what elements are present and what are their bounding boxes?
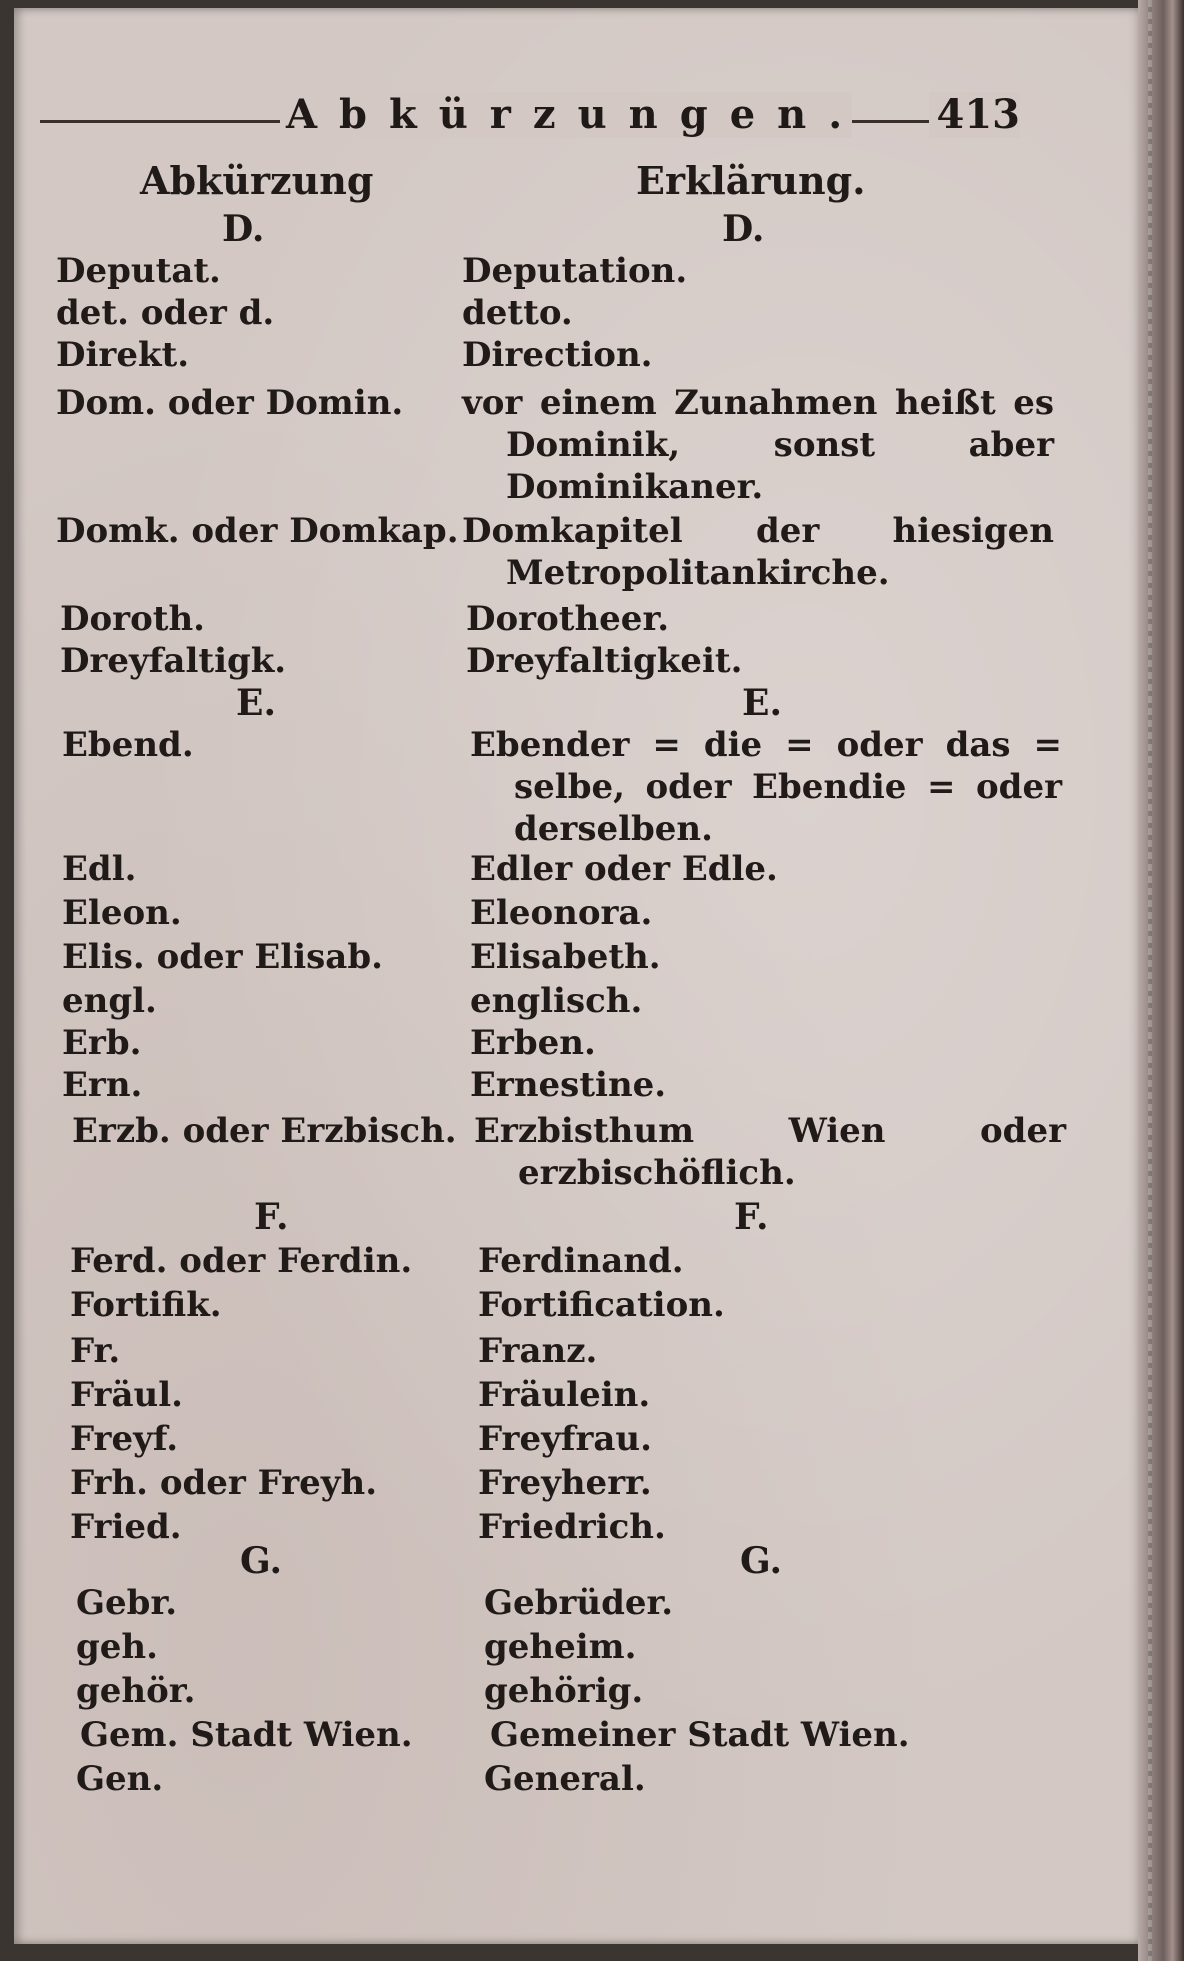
explanation: Erzbisthum Wien oder erzbischöflich. (474, 1111, 1066, 1193)
abbreviation: Gen. (76, 1759, 164, 1799)
explanation: Fräulein. (478, 1375, 651, 1415)
explanation: Deputation. (462, 251, 688, 291)
explanation: Friedrich. (478, 1507, 666, 1547)
explanation: englisch. (470, 981, 643, 1021)
abbreviation: Doroth. (60, 599, 206, 639)
explanation: General. (484, 1759, 646, 1799)
abbreviation: Direkt. (56, 335, 190, 375)
section-letter-left: D. (222, 208, 265, 250)
abbreviation: Dreyfaltigk. (60, 641, 287, 681)
explanation: Fortification. (478, 1285, 725, 1325)
abbreviation: Erb. (62, 1023, 142, 1063)
explanation: Ferdinand. (478, 1241, 684, 1281)
section-letter-left: G. (240, 1540, 282, 1582)
abbreviation: Edl. (62, 849, 137, 889)
explanation: Freyherr. (478, 1463, 652, 1503)
abbreviation: Dom. oder Domin. (56, 383, 404, 423)
explanation: Franz. (478, 1331, 598, 1371)
section-letter-left: E. (236, 682, 276, 724)
explanation: Gemeiner Stadt Wien. (490, 1715, 910, 1755)
explanation: Elisabeth. (470, 937, 661, 977)
explanation: vor einem Zunahmen heißt es Dominik, sonst aber Dominikaner. (462, 383, 1054, 507)
explanation: Erben. (470, 1023, 596, 1063)
explanation: Eleonora. (470, 893, 653, 933)
explanation: Gebrüder. (484, 1583, 674, 1623)
abbreviation: Domk. oder Domkap. (56, 511, 459, 551)
book-edge (1138, 0, 1184, 1961)
explanation: geheim. (484, 1627, 637, 1667)
abbreviation: Erzb. oder Erzbisch. (72, 1111, 457, 1151)
explanation: Ernestine. (470, 1065, 667, 1105)
abbreviation: gehör. (76, 1671, 196, 1711)
explanation: Ebender = die = oder das = selbe, oder Ebendie = oder derselben. (470, 725, 1062, 849)
explanation: gehörig. (484, 1671, 644, 1711)
section-letter-right: G. (740, 1540, 782, 1582)
explanation: Dorotheer. (466, 599, 670, 639)
section-letter-right: E. (742, 682, 782, 724)
abbreviation: Fried. (70, 1507, 182, 1547)
explanation: Dreyfaltigkeit. (466, 641, 743, 681)
column-heading-abbreviation: Abkürzung (140, 158, 374, 203)
abbreviation: geh. (76, 1627, 158, 1667)
running-title: Abkürzungen. (280, 92, 852, 138)
abbreviation: Ern. (62, 1065, 143, 1105)
abbreviation: Elis. oder Elisab. (62, 937, 383, 977)
abbreviation: engl. (62, 981, 157, 1021)
abbreviation: Gebr. (76, 1583, 178, 1623)
page-header (40, 92, 1020, 138)
section-letter-right: F. (734, 1196, 769, 1238)
abbreviation: Gem. Stadt Wien. (80, 1715, 413, 1755)
abbreviation: Fortifik. (70, 1285, 222, 1325)
abbreviation: det. oder d. (56, 293, 275, 333)
abbreviation: Fr. (70, 1331, 121, 1371)
explanation: detto. (462, 293, 573, 333)
abbreviation: Freyf. (70, 1419, 179, 1459)
abbreviation: Deputat. (56, 251, 221, 291)
column-heading-explanation: Erklärung. (636, 158, 866, 203)
explanation: Edler oder Edle. (470, 849, 778, 889)
abbreviation: Frh. oder Freyh. (70, 1463, 378, 1503)
explanation: Domkapitel der hiesigen Metropolitankirche. (462, 511, 1054, 593)
abbreviation: Eleon. (62, 893, 182, 933)
abbreviation: Ebend. (62, 725, 194, 765)
page-number: 413 (929, 92, 1021, 138)
abbreviation: Fräul. (70, 1375, 183, 1415)
explanation: Direction. (462, 335, 653, 375)
abbreviation: Ferd. oder Ferdin. (70, 1241, 413, 1281)
section-letter-left: F. (254, 1196, 289, 1238)
section-letter-right: D. (722, 208, 765, 250)
explanation: Freyfrau. (478, 1419, 652, 1459)
